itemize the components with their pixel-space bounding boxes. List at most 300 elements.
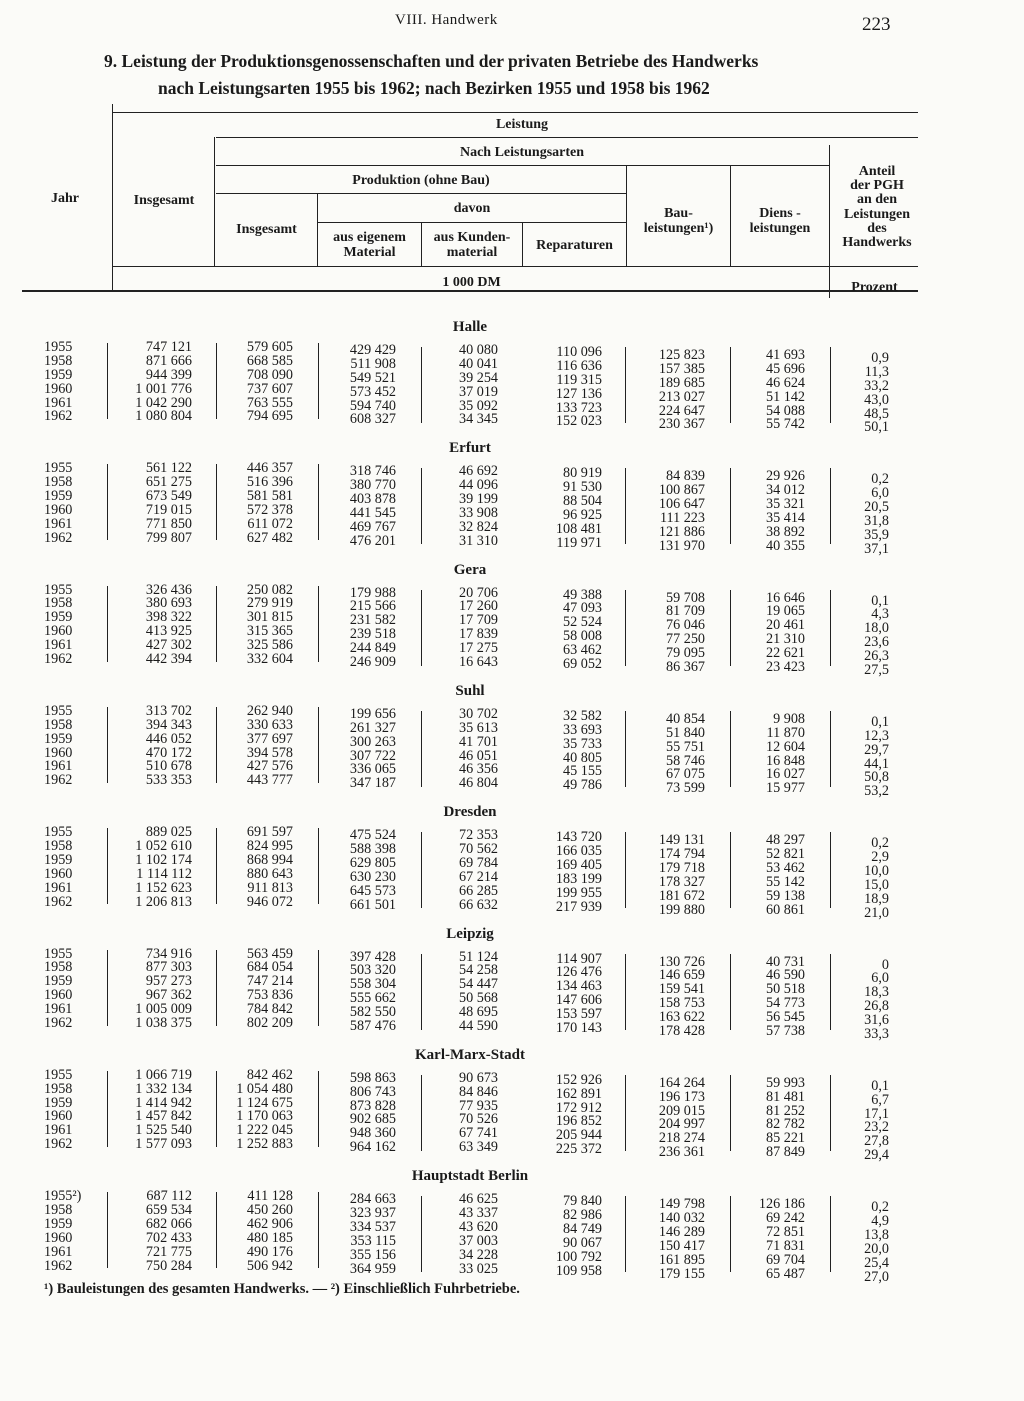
column-eigenem <box>296 584 396 671</box>
table-cell: 394 343 <box>145 716 192 733</box>
table-cell: 79 840 <box>562 1193 602 1210</box>
column-divider <box>421 590 422 666</box>
column-divider <box>318 1192 319 1268</box>
table-cell: 889 025 <box>145 824 192 841</box>
header-anteil-line5: des <box>867 220 887 236</box>
table-cell: 608 327 <box>349 411 396 428</box>
table-cell: 1961 <box>44 758 73 775</box>
table-cell: 126 476 <box>555 964 602 981</box>
table-cell: 353 115 <box>350 1232 396 1249</box>
table-cell: 21 310 <box>765 631 805 648</box>
column-divider <box>830 347 831 423</box>
table-cell: 462 906 <box>246 1215 293 1232</box>
table-cell: 336 065 <box>349 761 396 778</box>
table-cell: 1 042 290 <box>135 394 192 411</box>
table-cell: 1958 <box>44 959 73 976</box>
column-eigenem <box>296 1193 396 1276</box>
table-cell: 152 023 <box>555 413 602 430</box>
table-cell: 1 577 093 <box>135 1136 192 1153</box>
table-cell: 0,2 <box>871 1199 889 1216</box>
section-heading: Gera <box>453 561 487 578</box>
header-kunden-line2: material <box>446 245 498 260</box>
column-prod-insgesamt <box>193 826 293 909</box>
table-cell: 549 521 <box>349 369 396 386</box>
column-dienst <box>705 1198 805 1281</box>
header-produktion: Produktion (ohne Bau) <box>352 173 490 188</box>
table-cell: 50 518 <box>765 981 805 998</box>
table-cell: 30 702 <box>458 705 498 722</box>
column-divider <box>107 950 108 1026</box>
column-kunden <box>398 948 498 1034</box>
table-cell: 76 046 <box>665 617 705 634</box>
column-kunden <box>398 465 498 548</box>
table-cell: 326 436 <box>145 581 192 598</box>
table-cell: 330 633 <box>246 716 293 733</box>
column-eigenem <box>296 948 396 1034</box>
column-prod-insgesamt <box>193 945 293 1031</box>
table-cell: 72 851 <box>765 1223 805 1240</box>
table-cell: 59 138 <box>765 887 805 904</box>
table-cell: 31,6 <box>864 1012 889 1029</box>
table-cell: 1 252 883 <box>236 1136 293 1153</box>
table-cell: 1960 <box>44 1229 73 1246</box>
table-cell: 52 524 <box>562 614 602 631</box>
column-anteil <box>829 956 889 1042</box>
table-cell: 948 360 <box>349 1125 396 1142</box>
header-anteil-line2: der PGH <box>850 178 904 194</box>
table-cell: 77 250 <box>665 631 705 648</box>
section-heading: Erfurt <box>449 440 491 457</box>
table-cell: 1 038 375 <box>135 1014 192 1031</box>
table-title-line-2: nach Leistungsarten 1955 bis 1962; nach Bezirken 1955 und 1958 bis 1962 <box>158 78 710 98</box>
table-cell: 29,4 <box>864 1147 889 1164</box>
column-bau <box>605 953 705 1039</box>
column-divider <box>318 950 319 1026</box>
table-cell: 41 701 <box>458 733 498 750</box>
table-cell: 41 693 <box>765 347 805 363</box>
table-cell: 225 372 <box>555 1141 602 1158</box>
column-divider <box>730 590 731 666</box>
table-cell: 52 821 <box>765 846 805 863</box>
table-cell: 1961 <box>44 637 73 654</box>
table-cell: 763 555 <box>246 394 293 411</box>
table-cell: 1 080 804 <box>135 408 192 425</box>
table-cell: 446 357 <box>246 460 293 477</box>
table-cell: 573 452 <box>349 383 396 400</box>
table-cell: 1955 <box>44 1066 73 1083</box>
table-cell: 510 678 <box>145 758 192 775</box>
table-cell: 27,0 <box>864 1268 889 1285</box>
table-cell: 12,3 <box>864 727 889 744</box>
table-cell: 29,7 <box>864 741 889 758</box>
table-cell: 33 025 <box>458 1260 498 1277</box>
column-reparaturen <box>502 1195 602 1278</box>
table-cell: 140 032 <box>658 1209 705 1226</box>
table-cell: 35 733 <box>562 735 602 752</box>
table-cell: 1 102 174 <box>135 851 192 868</box>
column-anteil <box>829 837 889 920</box>
table-cell: 842 462 <box>246 1066 293 1083</box>
column-eigenem <box>296 465 396 548</box>
table-cell: 4,3 <box>871 606 889 623</box>
table-cell: 63 349 <box>458 1139 498 1156</box>
table-cell: 158 753 <box>658 995 705 1012</box>
table-cell: 598 863 <box>349 1069 396 1086</box>
section-heading: Dresden <box>443 804 497 821</box>
table-cell: 69 242 <box>765 1209 805 1226</box>
table-cell: 246 909 <box>349 654 396 671</box>
table-cell: 1962 <box>44 408 73 425</box>
table-cell: 33,3 <box>864 1025 889 1042</box>
table-cell: 946 072 <box>246 893 293 910</box>
table-cell: 157 385 <box>658 360 705 377</box>
table-cell: 34 012 <box>765 482 805 499</box>
table-cell: 170 143 <box>555 1019 602 1036</box>
table-cell: 179 155 <box>658 1265 705 1282</box>
table-cell: 84 749 <box>562 1220 602 1237</box>
table-cell: 630 230 <box>349 868 396 885</box>
vrule-jahr <box>112 104 113 290</box>
column-dienst <box>705 710 805 797</box>
table-cell: 50,8 <box>864 769 889 786</box>
table-cell: 153 597 <box>555 1006 602 1023</box>
column-divider <box>730 468 731 544</box>
column-divider <box>421 1196 422 1272</box>
section-heading: Leipzig <box>446 925 494 942</box>
table-cell: 880 643 <box>246 865 293 882</box>
table-cell: 106 647 <box>658 496 705 513</box>
table-cell: 26,3 <box>864 648 889 665</box>
table-cell: 784 842 <box>246 1001 293 1018</box>
table-cell: 332 604 <box>246 651 293 668</box>
table-cell: 58 746 <box>665 752 705 769</box>
table-cell: 411 128 <box>247 1188 293 1205</box>
column-kunden <box>398 1069 498 1156</box>
table-cell: 84 846 <box>458 1083 498 1100</box>
table-cell: 1962 <box>44 529 73 546</box>
table-cell: 196 173 <box>658 1088 705 1105</box>
column-divider <box>421 954 422 1030</box>
header-eigenem-line1: aus eigenem <box>333 230 406 245</box>
table-cell: 1 054 480 <box>236 1080 293 1097</box>
table-cell: 133 723 <box>555 399 602 416</box>
table-cell: 627 482 <box>246 529 293 546</box>
table-cell: 588 398 <box>349 841 396 858</box>
table-cell: 209 015 <box>658 1102 705 1119</box>
column-divider <box>421 468 422 544</box>
table-cell: 33 693 <box>562 721 602 738</box>
table-cell: 51 124 <box>458 948 498 965</box>
table-cell: 16 848 <box>765 752 805 769</box>
table-cell: 174 794 <box>658 846 705 863</box>
column-divider <box>107 707 108 783</box>
table-cell: 794 695 <box>246 408 293 425</box>
column-eigenem <box>296 705 396 792</box>
column-divider <box>830 1196 831 1272</box>
table-cell: 39 199 <box>458 491 498 508</box>
table-cell: 806 743 <box>349 1083 396 1100</box>
table-cell: 65 487 <box>765 1265 805 1282</box>
table-cell: 911 813 <box>247 879 293 896</box>
table-cell: 84 839 <box>665 468 705 485</box>
table-cell: 1962 <box>44 1014 73 1031</box>
table-cell: 199 955 <box>555 884 602 901</box>
column-divider <box>318 1071 319 1147</box>
table-cell: 6,0 <box>871 970 889 987</box>
header-leistung: Leistung <box>495 117 549 132</box>
table-cell: 702 433 <box>145 1229 192 1246</box>
table-cell: 561 122 <box>145 460 192 477</box>
table-cell: 1955 <box>44 702 73 719</box>
table-cell: 20 706 <box>458 584 498 601</box>
column-anteil <box>829 1077 889 1164</box>
table-cell: 199 880 <box>658 901 705 918</box>
column-reparaturen <box>502 586 602 673</box>
table-cell: 179 988 <box>349 584 396 601</box>
table-cell: 119 971 <box>556 534 602 551</box>
column-reparaturen <box>502 346 602 429</box>
column-eigenem <box>296 1069 396 1156</box>
rule-under-leistungsarten <box>216 165 829 166</box>
section-heading: Suhl <box>455 682 485 699</box>
header-anteil-line6: Handwerks <box>842 235 912 251</box>
table-cell: 57 738 <box>765 1022 805 1039</box>
header-dienst <box>731 206 829 236</box>
header-anteil-line3: an den <box>856 192 898 208</box>
rule-under-davon <box>318 222 626 223</box>
table-cell: 771 850 <box>145 515 192 532</box>
table-cell: 164 264 <box>658 1074 705 1091</box>
table-cell: 476 201 <box>349 532 396 549</box>
table-cell: 54 088 <box>765 402 805 419</box>
table-cell: 179 718 <box>658 859 705 876</box>
table-cell: 1 052 610 <box>135 838 192 855</box>
table-cell: 687 112 <box>146 1188 192 1205</box>
table-cell: 47 093 <box>562 600 602 617</box>
table-cell: 0,1 <box>871 1077 889 1094</box>
column-anteil <box>829 352 889 435</box>
header-reparaturen: Reparaturen <box>536 238 613 253</box>
table-cell: 25,4 <box>864 1254 889 1271</box>
header-kunden <box>422 230 522 260</box>
table-cell: 59 708 <box>665 589 705 606</box>
table-cell: 43,0 <box>864 391 889 408</box>
table-cell: 150 417 <box>658 1237 705 1254</box>
column-bau <box>605 710 705 797</box>
table-cell: 17,1 <box>864 1105 889 1122</box>
table-cell: 377 697 <box>246 730 293 747</box>
table-cell: 35 092 <box>458 397 498 414</box>
table-cell: 58 008 <box>562 628 602 645</box>
table-cell: 747 121 <box>145 339 192 355</box>
table-cell: 11 870 <box>766 724 805 741</box>
table-cell: 23,6 <box>864 634 889 651</box>
table-cell: 16 643 <box>458 654 498 671</box>
table-cell: 315 365 <box>246 623 293 640</box>
header-bau-line2: leistungen¹) <box>643 221 714 236</box>
section-heading: Karl-Marx-Stadt <box>415 1046 525 1063</box>
table-cell: 1959 <box>44 366 73 383</box>
table-cell: 38 892 <box>765 523 805 540</box>
table-cell: 149 131 <box>658 832 705 849</box>
column-prod-insgesamt <box>193 462 293 545</box>
column-reparaturen <box>502 707 602 794</box>
table-cell: 236 361 <box>658 1144 705 1161</box>
table-cell: 661 501 <box>349 896 396 913</box>
table-cell: 121 886 <box>658 523 705 540</box>
table-cell: 587 476 <box>349 1017 396 1034</box>
column-prod-insgesamt <box>193 702 293 789</box>
table-cell: 413 925 <box>145 623 192 640</box>
column-bau <box>605 1198 705 1281</box>
table-cell: 48,5 <box>864 405 889 422</box>
table-cell: 48 297 <box>765 832 805 849</box>
table-cell: 23 423 <box>765 659 805 676</box>
column-divider <box>318 343 319 419</box>
table-cell: 871 666 <box>145 352 192 369</box>
column-anteil <box>829 1201 889 1284</box>
column-divider <box>730 832 731 908</box>
table-cell: 1960 <box>44 987 73 1004</box>
footnote: ¹) Bauleistungen des gesamten Handwerks. — ²) Einschließlich Fuhrbetriebe. <box>44 1281 520 1297</box>
table-cell: 163 622 <box>658 1009 705 1026</box>
table-cell: 88 504 <box>562 493 602 510</box>
column-divider <box>107 586 108 662</box>
column-kunden <box>398 584 498 671</box>
column-divider <box>421 347 422 423</box>
table-cell: 22 621 <box>765 645 805 662</box>
table-cell: 1961 <box>44 1243 73 1260</box>
table-cell: 1962 <box>44 651 73 668</box>
column-divider <box>216 707 217 783</box>
header-insgesamt: Insgesamt <box>133 193 195 208</box>
table-cell: 10,0 <box>864 862 889 879</box>
table-cell: 199 656 <box>349 705 396 722</box>
table-cell: 45 155 <box>562 763 602 780</box>
column-divider <box>830 590 831 666</box>
table-cell: 54 773 <box>765 995 805 1012</box>
table-cell: 441 545 <box>349 504 396 521</box>
table-cell: 231 582 <box>349 612 396 629</box>
table-cell: 66 285 <box>458 882 498 899</box>
table-cell: 16 027 <box>765 766 805 783</box>
table-cell: 100 867 <box>658 482 705 499</box>
table-cell: 1955 <box>44 339 73 355</box>
table-cell: 21,0 <box>864 904 889 921</box>
table-cell: 55 751 <box>665 738 705 755</box>
table-cell: 684 054 <box>246 959 293 976</box>
table-cell: 12 604 <box>765 738 805 755</box>
table-cell: 46 804 <box>458 775 498 792</box>
table-cell: 325 586 <box>246 637 293 654</box>
table-cell: 51 142 <box>765 388 805 405</box>
table-cell: 20 461 <box>765 617 805 634</box>
table-cell: 108 481 <box>555 520 602 537</box>
table-cell: 503 320 <box>349 962 396 979</box>
column-dienst <box>705 470 805 553</box>
header-anteil <box>831 165 923 250</box>
table-title-line-1: 9. Leistung der Produktionsgenossenschaften und der privaten Betriebe des Handwerks <box>104 51 759 71</box>
column-prod-insgesamt <box>193 581 293 668</box>
table-cell: 63 462 <box>562 642 602 659</box>
table-cell: 1955 <box>44 460 73 477</box>
table-cell: 4,9 <box>871 1212 889 1229</box>
table-cell: 944 399 <box>145 366 192 383</box>
page-number: 223 <box>862 14 891 35</box>
table-cell: 110 096 <box>556 344 602 360</box>
column-divider <box>625 954 626 1030</box>
table-cell: 0,2 <box>871 471 889 488</box>
table-cell: 355 156 <box>349 1246 396 1263</box>
table-cell: 20,5 <box>864 499 889 516</box>
header-jahr: Jahr <box>51 191 79 206</box>
table-cell: 178 327 <box>658 873 705 890</box>
table-cell: 708 090 <box>246 366 293 383</box>
table-cell: 1959 <box>44 1215 73 1232</box>
table-cell: 1958 <box>44 838 73 855</box>
table-cell: 442 394 <box>145 651 192 668</box>
table-cell: 34 228 <box>458 1246 498 1263</box>
table-cell: 53,2 <box>864 783 889 800</box>
table-cell: 1955 <box>44 581 73 598</box>
header-eigenem <box>318 230 421 260</box>
table-cell: 737 607 <box>246 380 293 397</box>
table-cell: 394 578 <box>246 744 293 761</box>
column-divider <box>318 464 319 540</box>
table-cell: 397 428 <box>349 948 396 965</box>
header-bottom-rule <box>22 290 918 292</box>
table-cell: 72 353 <box>458 827 498 844</box>
table-cell: 1 525 540 <box>135 1122 192 1139</box>
table-cell: 152 926 <box>555 1071 602 1088</box>
table-cell: 82 782 <box>765 1116 805 1133</box>
table-cell: 18,3 <box>864 984 889 1001</box>
table-cell: 1959 <box>44 488 73 505</box>
table-cell: 79 095 <box>665 645 705 662</box>
header-dienst-line1: Diens - <box>759 206 801 221</box>
header-nach-leistungsarten: Nach Leistungsarten <box>459 145 585 160</box>
table-cell: 1961 <box>44 1001 73 1018</box>
table-cell: 149 798 <box>658 1196 705 1213</box>
column-divider <box>830 832 831 908</box>
header-anteil-line1: Anteil <box>858 164 896 179</box>
table-cell: 127 136 <box>555 385 602 402</box>
table-cell: 480 185 <box>246 1229 293 1246</box>
table-cell: 69 784 <box>458 854 498 871</box>
table-cell: 100 792 <box>555 1248 602 1265</box>
column-divider <box>625 347 626 423</box>
column-divider <box>107 464 108 540</box>
table-cell: 44 096 <box>458 477 498 494</box>
table-cell: 673 549 <box>145 488 192 505</box>
table-cell: 380 693 <box>145 595 192 612</box>
table-cell: 1 222 045 <box>236 1122 293 1139</box>
table-cell: 347 187 <box>349 775 396 792</box>
table-cell: 427 576 <box>246 758 293 775</box>
table-cell: 563 459 <box>246 945 293 962</box>
table-cell: 17 260 <box>458 598 498 615</box>
table-cell: 87 849 <box>765 1144 805 1161</box>
header-top-rule <box>113 112 918 113</box>
column-divider <box>107 343 108 419</box>
column-divider <box>216 950 217 1026</box>
column-divider <box>107 828 108 904</box>
column-reparaturen <box>502 467 602 550</box>
table-cell: 429 429 <box>349 342 396 358</box>
column-divider <box>625 468 626 544</box>
column-reparaturen <box>502 831 602 914</box>
table-cell: 161 895 <box>658 1251 705 1268</box>
